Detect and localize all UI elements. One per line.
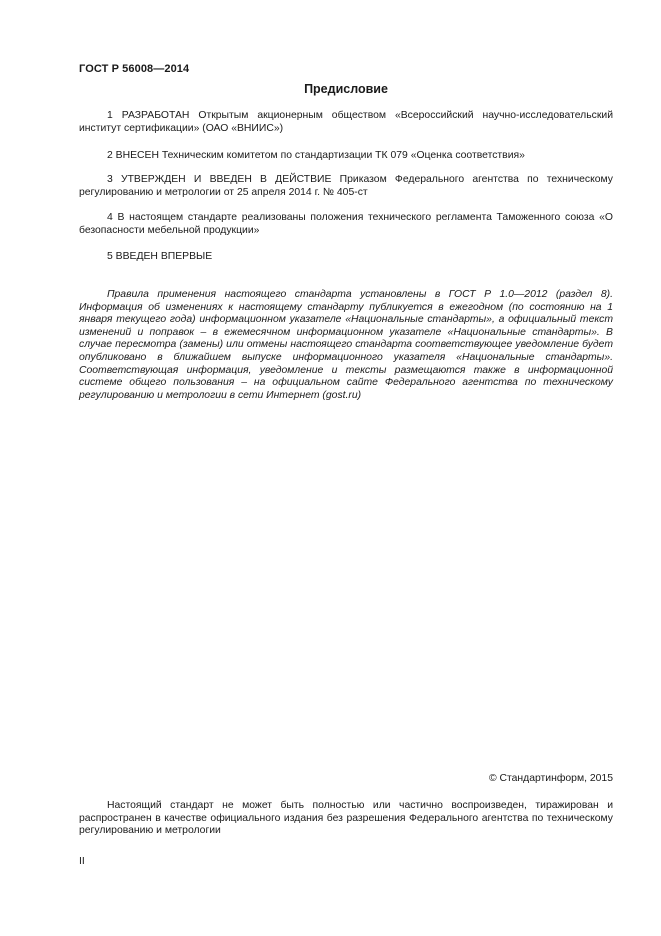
foreword-item-submitted: 2 ВНЕСЕН Техническим комитетом по стандартизации ТК 079 «Оценка соответствия» [107, 150, 525, 161]
copyright-notice: © Стандартинформ, 2015 [488, 773, 613, 784]
page-number: II [79, 856, 85, 867]
page-title: Предисловие [304, 82, 388, 96]
reproduction-notice: Настоящий стандарт не может быть полностью или частично воспроизведен, тиражирован и распространен в качестве официального издания без разрешения Федерального агентства по техническому регулированию и метрологии [79, 800, 613, 837]
foreword-item-introduced: 5 ВВЕДЕН ВПЕРВЫЕ [107, 251, 213, 262]
foreword-item-developed: 1 РАЗРАБОТАН Открытым акционерным обществом «Всероссийский научно-исследовательский институт сертификации» (ОАО «ВНИИС») [79, 110, 613, 134]
application-rules-notice: Правила применения настоящего стандарта установлены в ГОСТ Р 1.0—2012 (раздел 8). Информация об изменениях к настоящему стандарту публикуется в ежегодном (по состоянию на 1 января текущего года) информационном указателе «Национальные стандарты», а официальный текст изменений и поправок – в ежемесячном информационном указателе «Национальные стандарты». В случае пересмотра (замены) или отмены настоящего стандарта соответствующее уведомление будет опубликовано в ближайшем выпуске информационного указателя «Национальные стандарты». Соответствующая информация, уведомление и тексты размещаются также в информационной системе общего пользования – на официальном сайте Федерального агентства по техническому регулированию и метрологии в сети Интернет (gost.ru) [79, 289, 613, 401]
foreword-item-approved: 3 УТВЕРЖДЕН И ВВЕДЕН В ДЕЙСТВИЕ Приказом Федерального агентства по техническому регулированию и метрологии от 25 апреля 2014 г. № 405-ст [79, 174, 613, 198]
foreword-item-regulation: 4 В настоящем стандарте реализованы положения технического регламента Таможенного союза «О безопасности мебельной продукции» [79, 212, 613, 236]
document-code: ГОСТ Р 56008—2014 [79, 63, 190, 75]
